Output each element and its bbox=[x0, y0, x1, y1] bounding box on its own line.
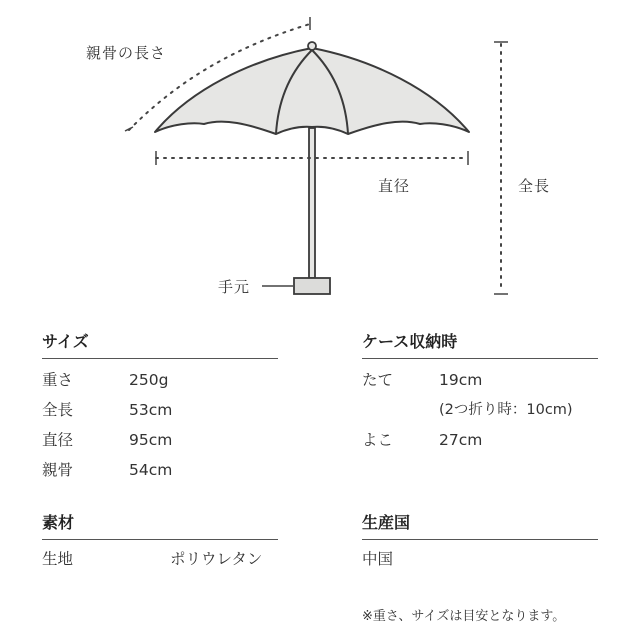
size-row-key: 親骨 bbox=[42, 461, 74, 479]
case-row-key: よこ bbox=[362, 431, 394, 449]
size-row-value: 95cm bbox=[129, 431, 173, 449]
origin-section-divider bbox=[362, 539, 598, 540]
origin-row-key: 中国 bbox=[362, 550, 394, 568]
umbrella-tip bbox=[308, 42, 316, 50]
case-section bbox=[362, 330, 598, 455]
umbrella-shaft bbox=[309, 128, 315, 278]
size-row-value: 53cm bbox=[129, 401, 173, 419]
size-row-value: 250g bbox=[129, 371, 169, 389]
case-row-key: たて bbox=[362, 371, 394, 389]
case-row-folded-height bbox=[362, 395, 598, 425]
size-row-rib bbox=[42, 455, 278, 485]
material-row-fabric bbox=[42, 544, 278, 574]
origin-row-country bbox=[362, 544, 598, 574]
handle-label: 手元 bbox=[218, 278, 251, 296]
case-section-title: ケース収納時 bbox=[362, 332, 458, 351]
size-section bbox=[42, 330, 278, 485]
umbrella-canopy bbox=[155, 48, 469, 134]
size-section-divider bbox=[42, 358, 278, 359]
origin-section-title: 生産国 bbox=[362, 513, 411, 532]
case-row-height bbox=[362, 365, 598, 395]
origin-section bbox=[362, 511, 598, 574]
diameter-label: 直径 bbox=[378, 177, 411, 195]
size-row-value: 54cm bbox=[129, 461, 173, 479]
footnote: ※重さ、サイズは目安となります。 bbox=[362, 609, 566, 624]
material-section bbox=[42, 511, 278, 574]
size-section-title: サイズ bbox=[42, 332, 89, 351]
size-row-key: 直径 bbox=[42, 431, 74, 449]
size-row-key: 全長 bbox=[42, 401, 74, 419]
material-row-key: 生地 bbox=[42, 550, 74, 568]
case-row-value: 27cm bbox=[439, 431, 483, 449]
material-row-value: ポリウレタン bbox=[170, 550, 263, 568]
material-section-divider bbox=[42, 539, 278, 540]
size-row-key: 重さ bbox=[42, 371, 74, 389]
case-row-value: 19cm bbox=[439, 371, 483, 389]
case-section-divider bbox=[362, 358, 598, 359]
case-row-width bbox=[362, 425, 598, 455]
size-row-total-length bbox=[42, 395, 278, 425]
umbrella-handle bbox=[294, 278, 330, 294]
material-section-title: 素材 bbox=[42, 513, 75, 532]
case-row-value: (2つ折り時：10cm) bbox=[439, 402, 573, 418]
size-row-weight bbox=[42, 365, 278, 395]
rib-length-label: 親骨の長さ bbox=[86, 44, 167, 62]
size-row-diameter bbox=[42, 425, 278, 455]
total-length-label: 全長 bbox=[518, 177, 551, 195]
